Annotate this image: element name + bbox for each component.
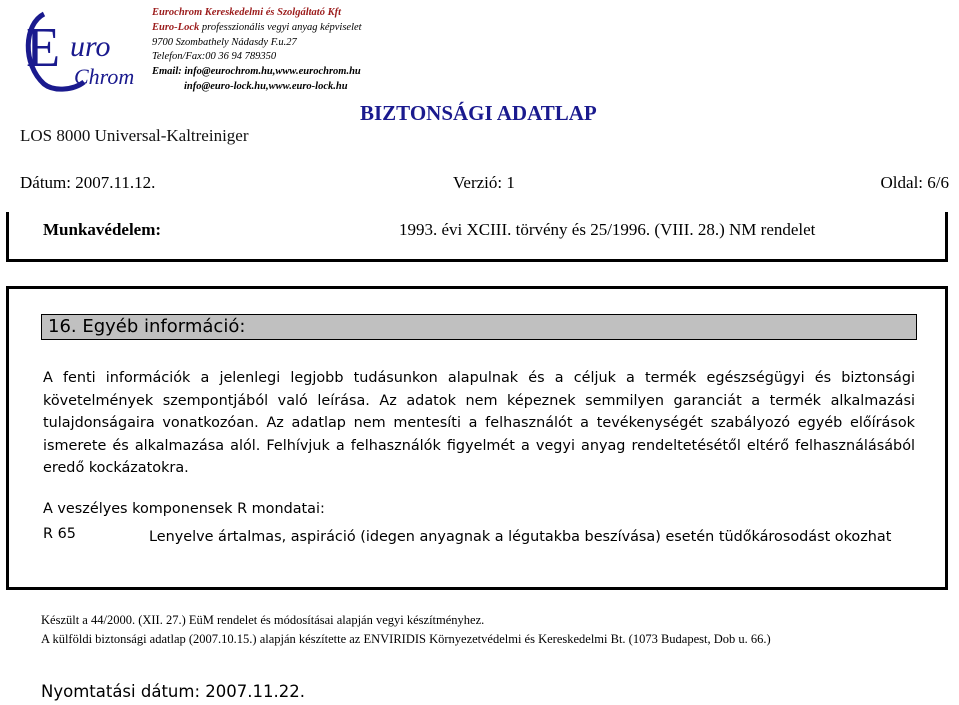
footer-notes — [41, 611, 901, 649]
brand-description: professzionális vegyi anyag képviselet — [199, 21, 362, 33]
r-phrases-heading: A veszélyes komponensek R mondatai: — [43, 501, 325, 517]
work-safety-value: 1993. évi XCIII. törvény és 25/1996. (VIII. 28.) NM rendelet — [399, 220, 816, 239]
brand-name: Euro-Lock — [152, 21, 200, 33]
r-phrase-text: Lenyelve ártalmas, aspiráció (idegen anyagnak a légutakba beszívása) esetén tüdőkárosodást okozhat — [149, 529, 892, 545]
page-number: Oldal: 6/6 — [880, 173, 949, 192]
logo-text-uro: uro — [70, 30, 111, 63]
section-heading: 16. Egyéb információ: — [41, 314, 917, 340]
company-address: 9700 Szombathely Nádasdy F.u.27 — [152, 36, 297, 48]
company-info — [152, 6, 362, 95]
print-date: Nyomtatási dátum: 2007.11.22. — [41, 682, 305, 701]
document-title: BIZTONSÁGI ADATLAP — [360, 101, 597, 125]
work-safety-label: Munkavédelem: — [43, 220, 162, 239]
document-date: Dátum: 2007.11.12. — [20, 173, 156, 192]
section-16-box — [6, 286, 948, 590]
logo-text-chrom: Chrom — [74, 64, 135, 89]
document-version: Verzió: 1 — [453, 173, 515, 192]
brand-line — [152, 21, 362, 36]
r-phrase-code: R 65 — [43, 526, 76, 542]
section-paragraph: A fenti információk a jelenlegi legjobb tudásunkon alapulnak és a céljuk a termék egészségügyi és biztonsági követelmények szempontjából való leírása. Az adatok nem képeznek semmilyen garanciát a termék alkalmazási tulajdonságaira vonatkozóan. Az adatlap nem mentesíti a felhasználót a tevékenységét szabályozó egyéb előírások ismerete és alkalmazása alól. Felhívjuk a felhasználók figyelmét a vegyi anyag rendeltetésétől eltérő felhasználásából eredő kockázatokra. — [43, 370, 915, 476]
company-phone: Telefon/Fax:00 36 94 789350 — [152, 51, 277, 63]
company-email: Email: info@eurochrom.hu,www.eurochrom.hu — [152, 66, 361, 78]
footer-line-1: Készült a 44/2000. (XII. 27.) EüM rendelet és módosításai alapján vegyi készítményhez. — [41, 613, 485, 627]
company-name: Eurochrom Kereskedelmi és Szolgáltató Kft — [152, 7, 342, 18]
company-email-2: info@euro-lock.hu,www.euro-lock.hu — [184, 80, 348, 92]
product-name: LOS 8000 Universal-Kaltreiniger — [20, 126, 249, 145]
footer-line-2: A külföldi biztonsági adatlap (2007.10.15.) alapján készítette az ENVIRIDIS Környezetvédelmi és Kereskedelmi Bt. (1073 Budapest, Dob u. 66.) — [41, 632, 771, 646]
work-safety-box — [6, 212, 948, 262]
eurochrom-logo — [14, 4, 144, 94]
logo-letter-e: E — [26, 17, 61, 79]
